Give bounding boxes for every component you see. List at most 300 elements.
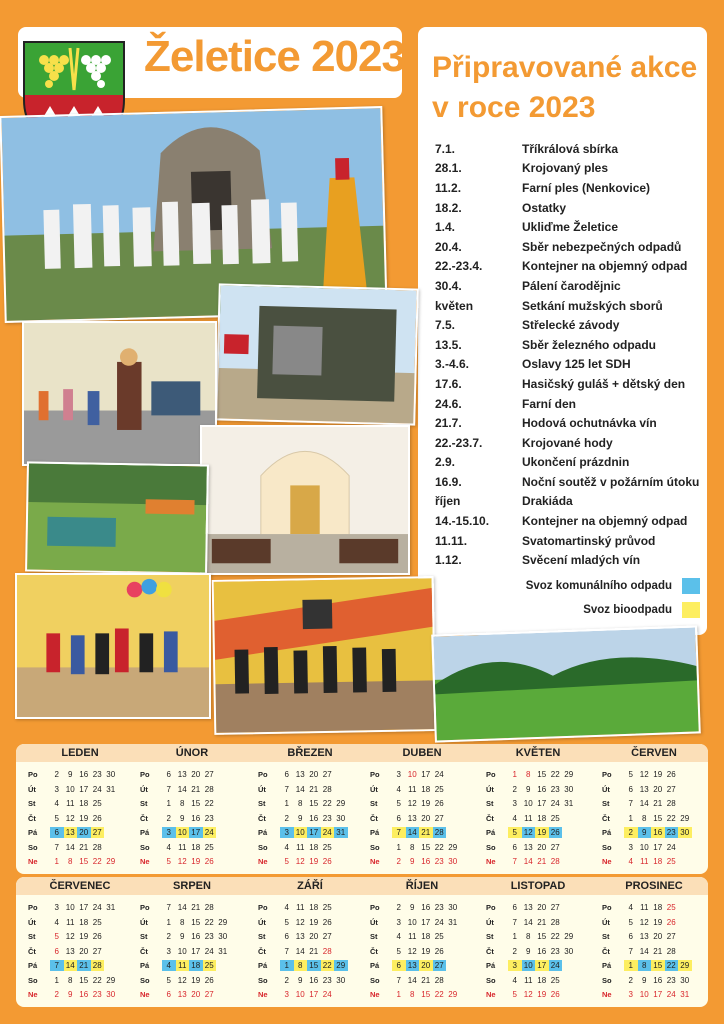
event-row — [435, 178, 705, 198]
calendar-day: 11 — [66, 917, 75, 927]
calendar-day: 22 — [434, 990, 444, 1000]
calendar-day: 28 — [91, 960, 105, 971]
event-name: Kontejner na objemný odpad — [522, 259, 688, 274]
day-label: Čt — [258, 946, 266, 956]
calendar-day: 18 — [421, 784, 431, 794]
legend-bio-swatch — [682, 602, 700, 618]
calendar-day: 24 — [92, 903, 102, 913]
event-name: Farní den — [522, 396, 577, 411]
calendar-day: 26 — [92, 813, 102, 823]
calendar-day: 15 — [79, 857, 89, 867]
calendar-day: 31 — [106, 903, 116, 913]
calendar-day: 31 — [680, 990, 690, 1000]
event-row — [435, 139, 705, 159]
calendar-day: 27 — [434, 813, 444, 823]
month-name: ÚNOR — [175, 747, 209, 759]
calendar-day: 4 — [166, 842, 171, 852]
day-label: So — [370, 842, 380, 852]
calendar-day: 11 — [640, 903, 649, 913]
calendar-day: 20 — [79, 946, 89, 956]
calendar-day: 24 — [203, 827, 217, 838]
calendar-week-row — [602, 974, 692, 988]
day-label: Pá — [140, 828, 150, 838]
calendar-week-row — [602, 988, 692, 1002]
calendar-day: 11 — [176, 960, 190, 971]
day-label: Čt — [140, 946, 148, 956]
calendar-day: 6 — [284, 770, 289, 780]
calendar-day: 7 — [628, 946, 633, 956]
calendar-week-row — [602, 841, 678, 855]
calendar-day: 30 — [106, 990, 116, 1000]
event-date: 1.4. — [435, 220, 456, 235]
calendar-day: 27 — [666, 932, 676, 942]
calendar-day: 12 — [65, 813, 75, 823]
calendar-week-row — [28, 812, 104, 826]
day-label: Pá — [486, 961, 496, 971]
calendar-day: 6 — [628, 784, 633, 794]
calendar-day: 26 — [92, 932, 102, 942]
day-label: Ne — [602, 857, 612, 867]
calendar-day: 27 — [204, 990, 214, 1000]
calendar-day: 11 — [640, 857, 649, 867]
day-label: St — [370, 932, 378, 942]
calendar-day: 8 — [180, 917, 185, 927]
calendar-day: 9 — [180, 813, 185, 823]
event-date: 20.4. — [435, 239, 462, 254]
calendar-day: 20 — [653, 784, 663, 794]
calendar-day: 5 — [284, 857, 289, 867]
calendar-day: 7 — [54, 842, 59, 852]
calendar-day: 19 — [653, 770, 663, 780]
day-label: So — [486, 975, 496, 985]
day-label: Pá — [258, 961, 268, 971]
calendar-day: 30 — [448, 903, 458, 913]
calendar-day: 8 — [638, 960, 652, 971]
calendar-day: 15 — [79, 975, 89, 985]
day-label: Pá — [258, 828, 268, 838]
calendar-day: 16 — [309, 813, 319, 823]
calendar-day: 14 — [523, 917, 533, 927]
calendar-week-row — [140, 783, 216, 797]
calendar-day: 28 — [204, 784, 214, 794]
calendar-day: 18 — [309, 903, 319, 913]
month-name: ŘÍJEN — [405, 880, 439, 892]
calendar-week-row — [28, 783, 118, 797]
calendar-day: 26 — [204, 975, 214, 985]
event-row — [435, 315, 705, 335]
day-label: Út — [28, 917, 36, 927]
calendar-week-row — [370, 797, 446, 811]
event-name: Svěcení mladých vín — [522, 553, 641, 568]
month-name: DUBEN — [402, 747, 442, 759]
calendar-day: 17 — [653, 990, 663, 1000]
event-date: 22.-23.4. — [435, 259, 483, 274]
event-date: 16.9. — [435, 474, 462, 489]
calendar-day: 19 — [79, 813, 89, 823]
event-name: Pálení čarodějnic — [522, 278, 621, 293]
calendar-day: 28 — [322, 946, 332, 956]
calendar-day: 6 — [166, 770, 171, 780]
calendar-week-row — [486, 768, 576, 782]
calendar-week-row — [486, 826, 562, 840]
calendar-day: 24 — [434, 917, 444, 927]
calendar-week-row — [28, 797, 104, 811]
calendar-day: 2 — [512, 784, 517, 794]
day-label: Út — [486, 917, 494, 927]
calendar-day: 4 — [628, 903, 633, 913]
calendar-day: 11 — [296, 842, 305, 852]
event-row — [435, 492, 705, 512]
calendar-day: 28 — [550, 857, 560, 867]
day-label: Po — [258, 770, 268, 780]
calendar-day: 12 — [65, 932, 75, 942]
calendar-day: 17 — [421, 917, 431, 927]
calendar-day: 12 — [407, 799, 417, 809]
day-label: Čt — [602, 813, 610, 823]
calendar-day: 23 — [204, 932, 214, 942]
event-date: 13.5. — [435, 337, 462, 352]
day-label: So — [602, 842, 612, 852]
calendar-day: 7 — [166, 784, 171, 794]
event-date: 14.-15.10. — [435, 514, 490, 529]
day-label: So — [140, 975, 150, 985]
calendar-day: 1 — [280, 960, 294, 971]
calendar-day: 19 — [535, 827, 549, 838]
calendar-week-row — [258, 916, 334, 930]
calendar-day: 15 — [653, 813, 663, 823]
calendar-day: 4 — [396, 784, 401, 794]
calendar-day: 4 — [162, 960, 176, 971]
calendar-week-row — [370, 812, 446, 826]
month-name: BŘEZEN — [287, 747, 333, 759]
calendar-day: 5 — [166, 857, 171, 867]
calendar-week-row — [140, 930, 230, 944]
calendar-day: 14 — [406, 827, 420, 838]
calendar-day: 18 — [189, 960, 203, 971]
calendar-week-row — [28, 945, 104, 959]
calendar-day: 25 — [666, 857, 676, 867]
calendar-day: 4 — [396, 932, 401, 942]
calendar-week-row — [602, 959, 692, 973]
calendar-day: 18 — [79, 917, 89, 927]
calendar-day: 9 — [68, 770, 73, 780]
calendar-day: 19 — [309, 857, 319, 867]
calendar-day: 10 — [65, 784, 75, 794]
event-row — [435, 198, 705, 218]
day-label: Čt — [370, 813, 378, 823]
calendar-week-row — [486, 901, 562, 915]
calendar-day: 16 — [79, 770, 89, 780]
calendar-week-row — [370, 768, 446, 782]
calendar-day: 2 — [166, 813, 171, 823]
calendar-day: 31 — [334, 827, 348, 838]
calendar-day: 21 — [191, 903, 201, 913]
calendar-day: 10 — [177, 946, 187, 956]
calendar-day: 25 — [550, 813, 560, 823]
calendar-week-row — [602, 783, 678, 797]
day-label: So — [486, 842, 496, 852]
calendar-week-row — [486, 959, 562, 973]
calendar-day: 11 — [296, 903, 305, 913]
calendar-day: 11 — [524, 975, 533, 985]
calendar-week-row — [370, 959, 446, 973]
calendar-week-row — [140, 901, 216, 915]
day-label: Čt — [602, 946, 610, 956]
calendar-day: 29 — [448, 842, 458, 852]
calendar-day: 30 — [564, 784, 574, 794]
event-name: Drakiáda — [522, 494, 573, 509]
calendar-day: 22 — [550, 770, 560, 780]
calendar-day: 20 — [309, 770, 319, 780]
calendar-day: 29 — [680, 813, 690, 823]
calendar-day: 8 — [68, 857, 73, 867]
calendar-day: 29 — [678, 960, 692, 971]
day-label: So — [258, 842, 268, 852]
event-name: Hasičský guláš + dětský den — [522, 376, 686, 391]
calendar-day: 13 — [295, 932, 305, 942]
event-name: Krojovaný ples — [522, 161, 609, 176]
calendar-day: 18 — [309, 842, 319, 852]
calendar-day: 6 — [512, 842, 517, 852]
day-label: Pá — [602, 828, 612, 838]
calendar-day: 26 — [322, 857, 332, 867]
calendar-day: 5 — [628, 917, 633, 927]
calendar-day: 31 — [106, 784, 116, 794]
calendar-day: 27 — [666, 784, 676, 794]
calendar-day: 20 — [309, 932, 319, 942]
calendar-week-row — [370, 855, 460, 869]
calendar-day: 19 — [191, 857, 201, 867]
calendar-day: 28 — [666, 946, 676, 956]
calendar-day: 20 — [537, 903, 547, 913]
calendar-day: 10 — [639, 842, 649, 852]
calendar-day: 2 — [628, 975, 633, 985]
event-row — [435, 433, 705, 453]
calendar-day: 25 — [434, 932, 444, 942]
event-name: Oslavy 125 let SDH — [522, 357, 631, 372]
calendar-day: 17 — [79, 903, 89, 913]
month-name: SRPEN — [173, 880, 211, 892]
calendar-week-row — [28, 901, 118, 915]
calendar-day: 3 — [162, 827, 176, 838]
day-label: Čt — [258, 813, 266, 823]
calendar-day: 15 — [537, 770, 547, 780]
calendar-day: 9 — [526, 784, 531, 794]
day-label: St — [28, 799, 36, 809]
calendar-day: 22 — [92, 975, 102, 985]
event-row — [435, 453, 705, 473]
calendar-day: 14 — [639, 946, 649, 956]
month-name: ZÁŘÍ — [297, 880, 323, 892]
calendar-day: 21 — [419, 827, 433, 838]
calendar-day: 27 — [92, 946, 102, 956]
photo-outdoor-games — [25, 461, 209, 574]
calendar-week-row — [258, 988, 334, 1002]
calendar-day: 2 — [512, 946, 517, 956]
calendar-week-row — [140, 916, 230, 930]
calendar-day: 11 — [524, 813, 533, 823]
calendar-day: 3 — [508, 960, 522, 971]
calendar-day: 27 — [91, 827, 105, 838]
day-label: Út — [602, 784, 610, 794]
calendar-week-row — [602, 901, 678, 915]
day-label: So — [602, 975, 612, 985]
calendar-day: 7 — [512, 917, 517, 927]
calendar-week-row — [140, 768, 216, 782]
calendar-day: 1 — [166, 799, 171, 809]
event-date: 28.1. — [435, 161, 462, 176]
calendar-day: 7 — [628, 799, 633, 809]
calendar-day: 13 — [295, 770, 305, 780]
calendar-day: 4 — [628, 857, 633, 867]
month-name: LISTOPAD — [510, 880, 566, 892]
event-name: Sběr nebezpečných odpadů — [522, 239, 682, 254]
calendar-day: 16 — [79, 990, 89, 1000]
calendar-week-row — [28, 974, 118, 988]
calendar-day: 5 — [166, 975, 171, 985]
calendar-week-row — [370, 988, 460, 1002]
day-label: Ne — [28, 990, 38, 1000]
calendar-day: 18 — [653, 903, 663, 913]
calendar-day: 25 — [322, 903, 332, 913]
calendar-week-row — [602, 826, 692, 840]
calendar-day: 1 — [396, 842, 401, 852]
calendar-day: 3 — [166, 946, 171, 956]
day-label: Čt — [28, 946, 36, 956]
event-date: 30.4. — [435, 278, 462, 293]
calendar-day: 12 — [295, 857, 305, 867]
calendar-day: 12 — [177, 857, 187, 867]
event-row — [435, 374, 705, 394]
event-row — [435, 159, 705, 179]
event-date: 11.2. — [435, 180, 462, 195]
calendar-week-row — [602, 930, 678, 944]
photo-fire-truck — [215, 283, 419, 425]
calendar-day: 24 — [434, 770, 444, 780]
calendar-week-row — [486, 930, 576, 944]
calendar-day: 26 — [434, 946, 444, 956]
calendar-day: 14 — [295, 946, 305, 956]
day-label: Pá — [28, 961, 38, 971]
calendar-day: 23 — [204, 813, 214, 823]
calendar-week-row — [370, 945, 446, 959]
photo-children-costumes — [15, 573, 211, 719]
calendar-day: 10 — [407, 770, 417, 780]
calendar-day: 4 — [54, 917, 59, 927]
calendar-day: 4 — [284, 903, 289, 913]
calendar-day: 29 — [106, 857, 116, 867]
event-row — [435, 550, 705, 570]
calendar-day: 8 — [410, 842, 415, 852]
calendar-day: 31 — [564, 799, 574, 809]
day-label: Ne — [258, 857, 268, 867]
calendar-day: 3 — [628, 842, 633, 852]
event-row — [435, 276, 705, 296]
calendar-day: 13 — [407, 813, 417, 823]
calendar-day: 13 — [523, 903, 533, 913]
event-date: říjen — [435, 494, 461, 509]
calendar-week-row — [602, 945, 678, 959]
calendar-day: 6 — [396, 813, 401, 823]
calendar-week-row — [370, 916, 460, 930]
day-label: Út — [28, 784, 36, 794]
day-label: Po — [258, 903, 268, 913]
calendar-day: 10 — [176, 827, 190, 838]
calendar-week-row — [28, 930, 104, 944]
calendar-day: 10 — [295, 990, 305, 1000]
calendar-day: 30 — [336, 813, 346, 823]
day-label: St — [370, 799, 378, 809]
calendar-day: 26 — [204, 857, 214, 867]
calendar-day: 17 — [535, 960, 549, 971]
calendar-day: 5 — [54, 932, 59, 942]
calendar-day: 3 — [284, 990, 289, 1000]
calendar-week-row — [486, 988, 562, 1002]
calendar-day: 9 — [410, 903, 415, 913]
calendar-week-row — [258, 783, 334, 797]
event-date: květen — [435, 298, 474, 313]
month-name: LEDEN — [61, 747, 99, 759]
calendar-day: 23 — [550, 946, 560, 956]
calendar-day: 5 — [54, 813, 59, 823]
calendar-day: 17 — [653, 842, 663, 852]
calendar-day: 23 — [434, 903, 444, 913]
calendar-day: 13 — [177, 770, 187, 780]
calendar-day: 8 — [68, 975, 73, 985]
event-name: Sběr železného odpadu — [522, 337, 657, 352]
day-label: St — [486, 932, 494, 942]
calendar-day: 24 — [549, 960, 563, 971]
day-label: Ne — [486, 857, 496, 867]
calendar-day: 3 — [512, 799, 517, 809]
calendar-day: 9 — [410, 857, 415, 867]
calendar-day: 24 — [550, 799, 560, 809]
calendar-day: 10 — [407, 917, 417, 927]
event-date: 18.2. — [435, 200, 462, 215]
calendar-day: 10 — [639, 990, 649, 1000]
calendar-day: 1 — [54, 857, 59, 867]
calendar-week-row — [140, 945, 230, 959]
calendar-day: 13 — [639, 784, 649, 794]
calendar-day: 15 — [309, 799, 319, 809]
calendar-day: 13 — [64, 827, 78, 838]
calendar-day: 18 — [191, 842, 201, 852]
calendar-day: 16 — [421, 903, 431, 913]
calendar-day: 15 — [421, 842, 431, 852]
calendar-day: 2 — [396, 857, 401, 867]
day-label: St — [258, 932, 266, 942]
calendar-day: 31 — [448, 917, 458, 927]
calendar-week-row — [258, 930, 334, 944]
calendar-day: 29 — [334, 960, 348, 971]
calendar-day: 27 — [322, 770, 332, 780]
day-label: Ne — [140, 990, 150, 1000]
calendar-week-row — [486, 841, 562, 855]
event-name: Kontejner na objemný odpad — [522, 514, 688, 529]
event-name: Ostatky — [522, 200, 567, 215]
calendar-day: 2 — [166, 932, 171, 942]
event-name: Setkání mužských sborů — [522, 298, 663, 313]
calendar-week-row — [602, 855, 678, 869]
legend-communal — [470, 578, 700, 594]
calendar-day: 26 — [666, 917, 676, 927]
calendar-day: 25 — [434, 784, 444, 794]
calendar-day: 13 — [406, 960, 420, 971]
calendar-day: 22 — [322, 799, 332, 809]
events-title — [432, 48, 697, 128]
calendar-day: 14 — [295, 784, 305, 794]
calendar-day: 7 — [50, 960, 64, 971]
